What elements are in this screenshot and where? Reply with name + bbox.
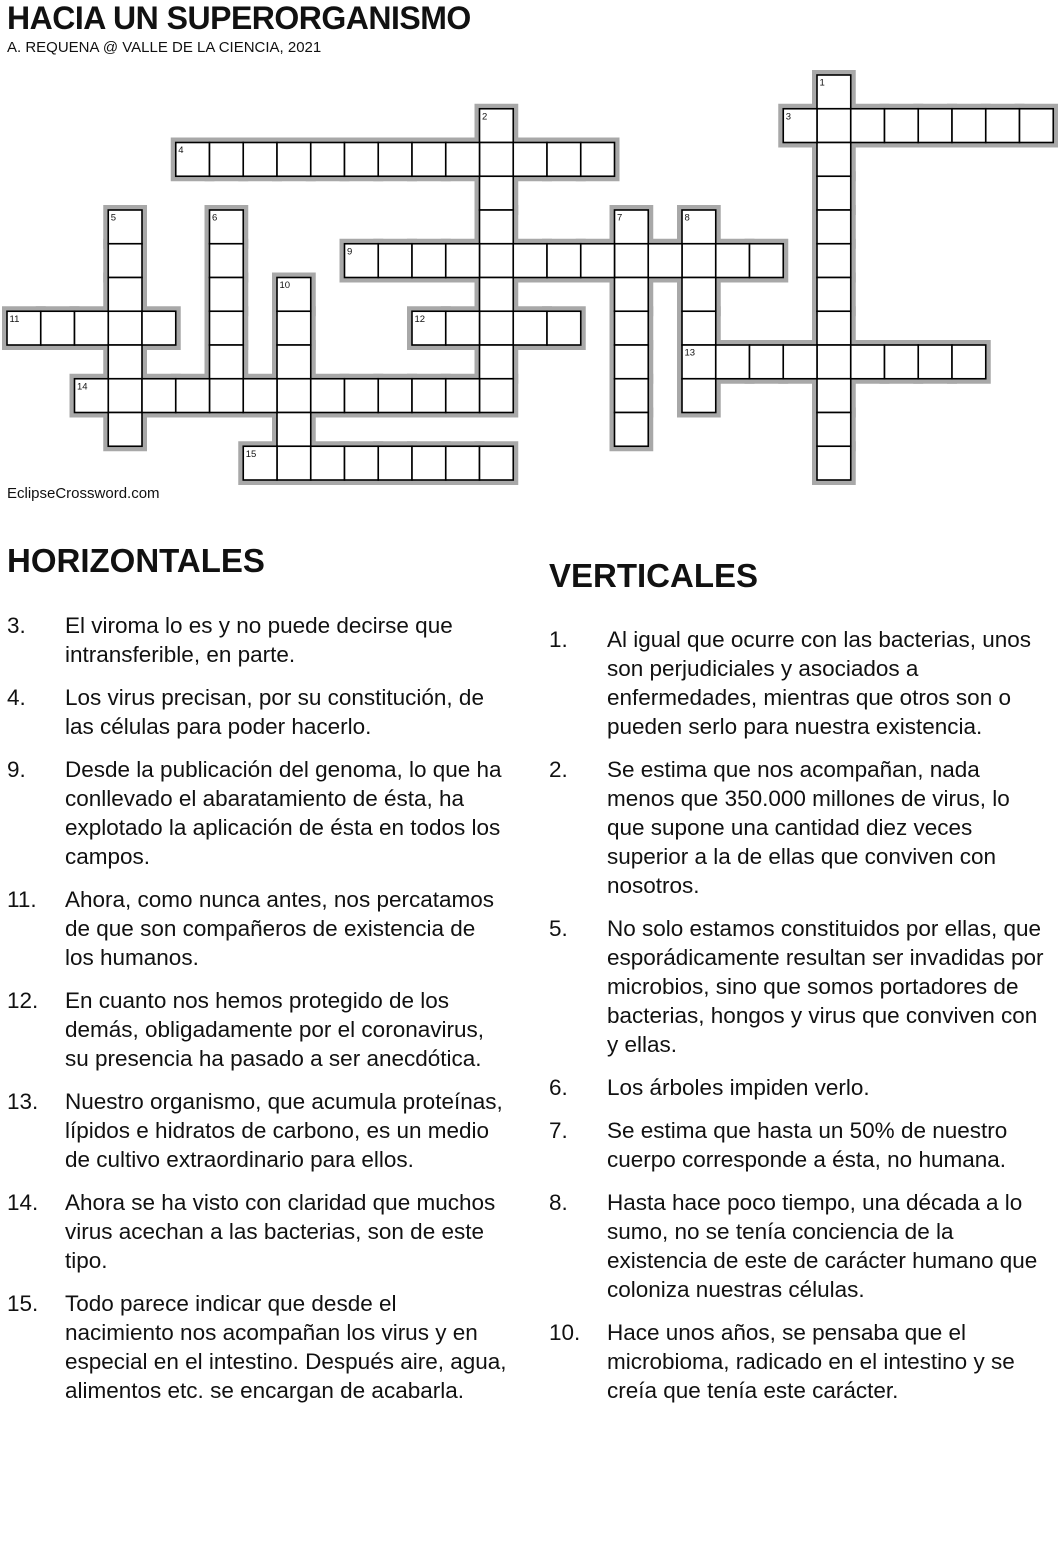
grid-cell[interactable] xyxy=(952,109,986,143)
clue-text: Desde la publicación del genoma, lo que ha conllevado el abaratamiento de ésta, ha explotado la aplicación de ésta en todos los campos. xyxy=(65,757,502,869)
grid-cell[interactable] xyxy=(615,379,649,413)
clue-text: No solo estamos constituidos por ellas, que esporádicamente resultan ser invadidas por microbios, sino que somos portadores de bacterias, hongos y virus que conviven con y ellas. xyxy=(607,916,1044,1057)
grid-cell[interactable] xyxy=(885,109,919,143)
grid-cell[interactable] xyxy=(581,244,615,278)
clue-number: 15. xyxy=(7,1291,39,1316)
grid-cell[interactable] xyxy=(615,311,649,345)
clue-number: 1. xyxy=(549,627,568,652)
grid-cell[interactable] xyxy=(311,379,345,413)
grid-cell[interactable] xyxy=(581,143,615,177)
grid-cell[interactable] xyxy=(345,379,379,413)
grid-cell[interactable] xyxy=(75,311,109,345)
grid-cell[interactable] xyxy=(817,379,851,413)
grid-cell[interactable] xyxy=(851,109,885,143)
cell-number: 13 xyxy=(684,347,696,359)
grid-cell[interactable] xyxy=(210,311,244,345)
cell-number: 9 xyxy=(347,246,353,258)
grid-cell[interactable] xyxy=(750,345,784,379)
grid-cell[interactable] xyxy=(615,244,649,278)
grid-cell[interactable] xyxy=(817,210,851,244)
grid-cell[interactable] xyxy=(513,311,547,345)
cell-number: 7 xyxy=(617,212,623,224)
grid-cell[interactable] xyxy=(817,311,851,345)
grid-cell[interactable] xyxy=(412,446,446,480)
grid-cell[interactable] xyxy=(412,143,446,177)
grid-cell[interactable] xyxy=(108,379,142,413)
horizontales-clue xyxy=(7,986,507,1073)
crossword-grid xyxy=(0,0,1058,500)
clue-number: 8. xyxy=(549,1190,568,1215)
grid-cell[interactable] xyxy=(378,143,412,177)
clue-text: Ahora se ha visto con claridad que muchos virus acechan a las bacterias, son de este tipo. xyxy=(65,1190,496,1273)
grid-cell[interactable] xyxy=(682,311,716,345)
clue-number: 11. xyxy=(7,887,37,912)
clue-number: 7. xyxy=(549,1118,568,1143)
puzzle-title: HACIA UN SUPERORGANISMO xyxy=(7,0,471,36)
grid-cell[interactable] xyxy=(615,413,649,447)
grid-cell[interactable] xyxy=(210,143,244,177)
verticales-clue xyxy=(549,1318,1049,1405)
clue-number: 12. xyxy=(7,988,39,1013)
grid-cell[interactable] xyxy=(210,278,244,312)
grid-cell[interactable] xyxy=(243,143,277,177)
horizontales-clue xyxy=(7,611,507,669)
grid-cell[interactable] xyxy=(750,244,784,278)
grid-cell[interactable] xyxy=(615,345,649,379)
clue-number: 5. xyxy=(549,916,568,941)
grid-cell[interactable] xyxy=(243,379,277,413)
grid-cell[interactable] xyxy=(108,311,142,345)
clue-text: Hace unos años, se pensaba que el microbioma, radicado en el intestino y se creía que tenía este carácter. xyxy=(607,1320,1015,1403)
grid-cell[interactable] xyxy=(615,278,649,312)
cell-number: 3 xyxy=(785,111,792,123)
grid-cell[interactable] xyxy=(446,311,480,345)
grid-cell[interactable] xyxy=(446,446,480,480)
grid-cell[interactable] xyxy=(716,345,750,379)
grid-cell[interactable] xyxy=(277,143,311,177)
grid-cell[interactable] xyxy=(783,345,817,379)
cell-number: 4 xyxy=(178,145,184,156)
cell-number: 14 xyxy=(77,381,88,393)
grid-cell[interactable] xyxy=(648,244,682,278)
grid-cell[interactable] xyxy=(851,345,885,379)
cell-number: 15 xyxy=(245,448,257,460)
grid-cell[interactable] xyxy=(480,446,514,480)
clue-number: 4. xyxy=(7,685,26,710)
cell-number: 6 xyxy=(212,212,218,224)
grid-cell[interactable] xyxy=(480,210,514,244)
grid-cell[interactable] xyxy=(311,143,345,177)
clue-text: Todo parece indicar que desde el nacimiento nos acompañan los virus y en especial en el intestino. Después aire, agua, alimentos etc. se encargan de acabarla. xyxy=(65,1291,507,1403)
grid-cell[interactable] xyxy=(817,413,851,447)
clue-text: Hasta hace poco tiempo, una década a lo sumo, no se tenía conciencia de la existencia de este de carácter humano que coloniza nuestras células. xyxy=(607,1190,1038,1302)
grid-cell[interactable] xyxy=(817,345,851,379)
grid-cell[interactable] xyxy=(1020,109,1054,143)
cell-number: 12 xyxy=(414,313,426,325)
grid-cell[interactable] xyxy=(277,311,311,345)
horizontales-clue xyxy=(7,755,507,871)
grid-cell[interactable] xyxy=(277,345,311,379)
grid-cell[interactable] xyxy=(682,379,716,413)
grid-cell[interactable] xyxy=(108,345,142,379)
clue-text: Ahora, como nunca antes, nos percatamos de que son compañeros de existencia de los humanos. xyxy=(65,887,494,970)
clue-text: Se estima que nos acompañan, nada menos que 350.000 millones de virus, lo que supone una cantidad diez veces superior a la de ellas que conviven con nosotros. xyxy=(607,757,1010,898)
clue-text: El viroma lo es y no puede decirse que intransferible, en parte. xyxy=(65,613,453,667)
grid-cell[interactable] xyxy=(513,143,547,177)
verticales-clue xyxy=(549,755,1049,900)
grid-cell[interactable] xyxy=(480,345,514,379)
horizontales-clue xyxy=(7,885,507,972)
verticales-clue xyxy=(549,1188,1049,1304)
cell-number: 2 xyxy=(482,111,488,123)
clue-number: 14. xyxy=(7,1190,39,1215)
clue-number: 3. xyxy=(7,613,26,638)
horizontales-clue xyxy=(7,1087,507,1174)
grid-cell[interactable] xyxy=(210,379,244,413)
clue-text: Los virus precisan, por su constitución, de las células para poder hacerlo. xyxy=(65,685,484,739)
grid-cell[interactable] xyxy=(547,143,581,177)
clue-text: Los árboles impiden verlo. xyxy=(607,1075,870,1100)
grid-cell[interactable] xyxy=(108,244,142,278)
grid-cell[interactable] xyxy=(716,244,750,278)
grid-cell[interactable] xyxy=(817,244,851,278)
clue-text: Al igual que ocurre con las bacterias, unos son perjudiciales y asociados a enfermedades, mientras que otros son o pueden serlo para nuestra existencia. xyxy=(607,627,1031,739)
clue-text: En cuanto nos hemos protegido de los demás, obligadamente por el coronavirus, su presencia ha pasado a ser anecdótica. xyxy=(65,988,484,1071)
grid-cell[interactable] xyxy=(345,446,379,480)
grid-cell[interactable] xyxy=(480,176,514,210)
horizontales-clue xyxy=(7,1188,507,1275)
grid-cell[interactable] xyxy=(446,379,480,413)
horizontales-heading: HORIZONTALES xyxy=(7,542,265,579)
grid-cell[interactable] xyxy=(277,413,311,447)
grid-cell[interactable] xyxy=(918,109,952,143)
clue-number: 13. xyxy=(7,1089,39,1114)
grid-cell[interactable] xyxy=(108,278,142,312)
grid-cell[interactable] xyxy=(142,311,176,345)
grid-cell[interactable] xyxy=(345,143,379,177)
grid-cell[interactable] xyxy=(918,345,952,379)
grid-cell[interactable] xyxy=(480,379,514,413)
grid-cell[interactable] xyxy=(108,413,142,447)
grid-cell[interactable] xyxy=(480,278,514,312)
grid-cell[interactable] xyxy=(142,379,176,413)
grid-cell[interactable] xyxy=(682,244,716,278)
grid-cell[interactable] xyxy=(817,446,851,480)
grid-cell[interactable] xyxy=(547,311,581,345)
grid-cell[interactable] xyxy=(277,446,311,480)
horizontales-clue-list xyxy=(7,611,507,1419)
grid-cell[interactable] xyxy=(311,446,345,480)
verticales-clue xyxy=(549,914,1049,1059)
grid-cell[interactable] xyxy=(412,379,446,413)
puzzle-subtitle: A. REQUENA @ VALLE DE LA CIENCIA, 2021 xyxy=(7,39,322,56)
grid-cell[interactable] xyxy=(817,176,851,210)
grid-cell[interactable] xyxy=(682,278,716,312)
grid-cell[interactable] xyxy=(480,143,514,177)
grid-cell[interactable] xyxy=(817,143,851,177)
horizontales-clue xyxy=(7,683,507,741)
grid-cell[interactable] xyxy=(446,143,480,177)
grid-cell[interactable] xyxy=(817,278,851,312)
grid-cell[interactable] xyxy=(176,379,210,413)
clue-text: Se estima que hasta un 50% de nuestro cuerpo corresponde a ésta, no humana. xyxy=(607,1118,1008,1172)
clue-text: Nuestro organismo, que acumula proteínas, lípidos e hidratos de carbono, es un medio de cultivo extraordinario para ellos. xyxy=(65,1089,503,1172)
cell-number: 1 xyxy=(819,77,825,89)
grid-cell[interactable] xyxy=(378,379,412,413)
clue-number: 2. xyxy=(549,757,568,782)
verticales-clue xyxy=(549,625,1049,741)
grid-cell[interactable] xyxy=(513,244,547,278)
grid-cell[interactable] xyxy=(210,244,244,278)
clue-number: 10. xyxy=(549,1320,581,1345)
cell-number: 11 xyxy=(9,313,20,325)
grid-cell[interactable] xyxy=(952,345,986,379)
grid-cell[interactable] xyxy=(446,244,480,278)
clue-number: 6. xyxy=(549,1075,568,1100)
horizontales-clue xyxy=(7,1289,507,1405)
grid-cell[interactable] xyxy=(817,109,851,143)
grid-cell[interactable] xyxy=(480,311,514,345)
verticales-clue xyxy=(549,1073,1049,1102)
credit-text: EclipseCrossword.com xyxy=(7,485,160,502)
verticales-heading: VERTICALES xyxy=(549,557,759,594)
verticales-clue-list xyxy=(549,625,1049,1419)
cell-number: 10 xyxy=(279,280,291,291)
grid-cell[interactable] xyxy=(412,244,446,278)
grid-cell[interactable] xyxy=(480,244,514,278)
grid-cell[interactable] xyxy=(378,244,412,278)
grid-cell[interactable] xyxy=(41,311,75,345)
grid-cell[interactable] xyxy=(986,109,1020,143)
grid-cell[interactable] xyxy=(378,446,412,480)
grid-cell[interactable] xyxy=(277,379,311,413)
clue-number: 9. xyxy=(7,757,26,782)
cell-number: 8 xyxy=(684,212,690,224)
grid-cell[interactable] xyxy=(210,345,244,379)
cell-number: 5 xyxy=(110,212,117,224)
grid-cell[interactable] xyxy=(547,244,581,278)
grid-cell[interactable] xyxy=(885,345,919,379)
verticales-clue xyxy=(549,1116,1049,1174)
